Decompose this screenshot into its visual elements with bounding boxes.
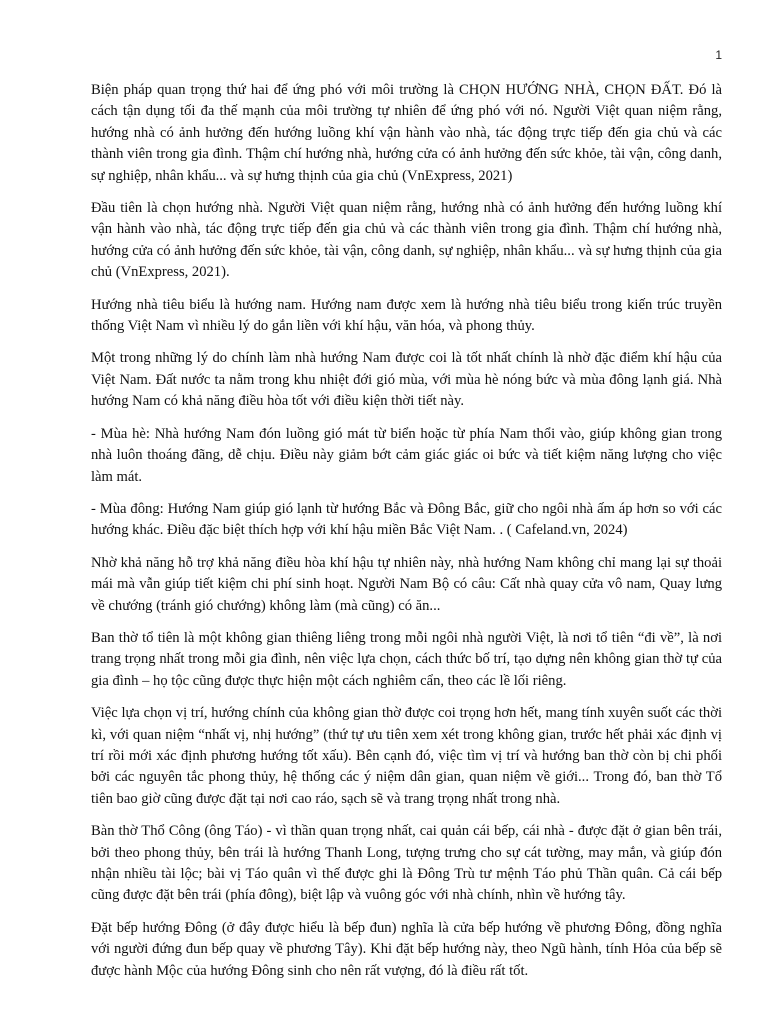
paragraph-kitchen-god-altar: Bàn thờ Thổ Công (ông Táo) - vì thần quan trọng nhất, cai quản cái bếp, cái nhà - được đặt ở gian bên trái, bởi theo phong thủy, bên trái là hướng Thanh Long, tượng trưng cho sự cát tường, may mắn, và giúp đón nhận nhiều tài lộc; bài vị Táo quân vì thế được ghi là Đông Trù tư mệnh Táo phủ Thần quân. Cả cái bếp cũng được đặt bên trái (phía đông), biệt lập và vuông góc với nhà chính, nhìn về hướng tây. [91,823,722,904]
paragraph-summer: - Mùa hè: Nhà hướng Nam đón luồng gió mát từ biển hoặc từ phía Nam thổi vào, giúp không gian trong nhà luôn thoáng đãng, dễ chịu. Điều này giảm bớt cảm giác giác oi bức và tiết kiệm năng lượng cho việc làm mát. [91,425,722,485]
paragraph-winter: - Mùa đông: Hướng Nam giúp gió lạnh từ hướng Bắc và Đông Bắc, giữ cho ngôi nhà ấm áp hơn so với các hướng khác. Điều đặc biệt thích hợp với khí hậu miền Bắc Việt Nam. . ( Cafeland.vn, 2024) [91,500,722,539]
paragraph-first-house-direction: Đầu tiên là chọn hướng nhà. Người Việt quan niệm rằng, hướng nhà có ảnh hưởng đến hướng luồng khí vận hành vào nhà, tác động trực tiếp đến gia chủ và các thành viên trong gia đình. Thậm chí hướng nhà, hướng cửa có ảnh hưởng đến sức khỏe, tài vận, công danh, sự nghiệp, nhân khẩu... và sự hưng thịnh của gia chủ (VnExpress, 2021). [91,200,722,281]
paragraph-ancestor-altar: Ban thờ tổ tiên là một không gian thiêng liêng trong mỗi ngôi nhà người Việt, là nơi tổ tiên “đi về”, là nơi trang trọng nhất trong mỗi gia đình, nên việc lựa chọn, cách thức bố trí, tạo dựng nên không gian thờ tự của gia đình – họ tộc cũng được thực hiện một cách nghiêm cẩn, theo các lề lối riêng. [91,629,722,689]
paragraph-kitchen-direction: Đặt bếp hướng Đông (ở đây được hiểu là bếp đun) nghĩa là cửa bếp hướng về phương Đông, đồng nghĩa với người đứng đun bếp quay về phương Tây). Khi đặt bếp hướng này, theo Ngũ hành, tính Hỏa của bếp sẽ được hành Mộc của hướng Đông sinh cho nên rất vượng, đó là điều rất tốt. [91,919,722,979]
paragraph-climate-benefit: Nhờ khả năng hỗ trợ khả năng điều hòa khí hậu tự nhiên này, nhà hướng Nam không chỉ mang lại sự thoải mái mà vẫn giúp tiết kiệm chi phí sinh hoạt. Người Nam Bộ có câu: Cất nhà quay cửa vô nam, Quay lưng về chướng (tránh gió chướng) không làm (mà cũng) có ăn... [91,554,722,614]
paragraph-choose-house-direction: Biện pháp quan trọng thứ hai để ứng phó với môi trường là CHỌN HƯỚNG NHÀ, CHỌN ĐẤT. Đó là cách tận dụng tối đa thế mạnh của môi trường tự nhiên để ứng phó với nó. Người Việt quan niệm rằng, hướng nhà có ảnh hưởng đến hướng luồng khí vận hành vào nhà, tác động trực tiếp đến gia chủ và các thành viên trong gia đình. Thậm chí hướng nhà, hướng cửa có ảnh hưởng đến sức khỏe, tài vận, công danh, sự nghiệp, nhân khẩu... và sự hưng thịnh của gia chủ (VnExpress, 2021) [91,82,722,184]
paragraph-south-direction: Hướng nhà tiêu biểu là hướng nam. Hướng nam được xem là hướng nhà tiêu biểu trong kiến trúc truyền thống Việt Nam vì nhiều lý do gắn liền với khí hậu, văn hóa, và phong thủy. [91,296,722,335]
document-body [91,80,722,993]
paragraph-climate-reason: Một trong những lý do chính làm nhà hướng Nam được coi là tốt nhất chính là nhờ đặc điểm khí hậu của Việt Nam. Đất nước ta nằm trong khu nhiệt đới gió mùa, với mùa hè nóng bức và mùa đông lạnh giá. Nhà hướng Nam có khả năng điều hòa tốt với điều kiện thời tiết này. [91,350,722,410]
page-number: 1 [715,48,722,62]
paragraph-altar-position: Việc lựa chọn vị trí, hướng chính của không gian thờ được coi trọng hơn hết, mang tính xuyên suốt các thời kì, với quan niệm “nhất vị, nhị hướng” (thứ tự ưu tiên xem xét trong không gian, trước hết phải xác định vị trí rồi mới xác định phương hướng tốt xấu). Bên cạnh đó, việc tìm vị trí và hướng ban thờ còn bị chi phối bởi các nguyên tắc phong thủy, hệ thống các ý niệm dân gian, quan niệm về giới... Trong đó, ban thờ Tổ tiên bao giờ cũng được đặt tại nơi cao ráo, sạch sẽ và trang trọng nhất trong nhà. [91,705,722,807]
